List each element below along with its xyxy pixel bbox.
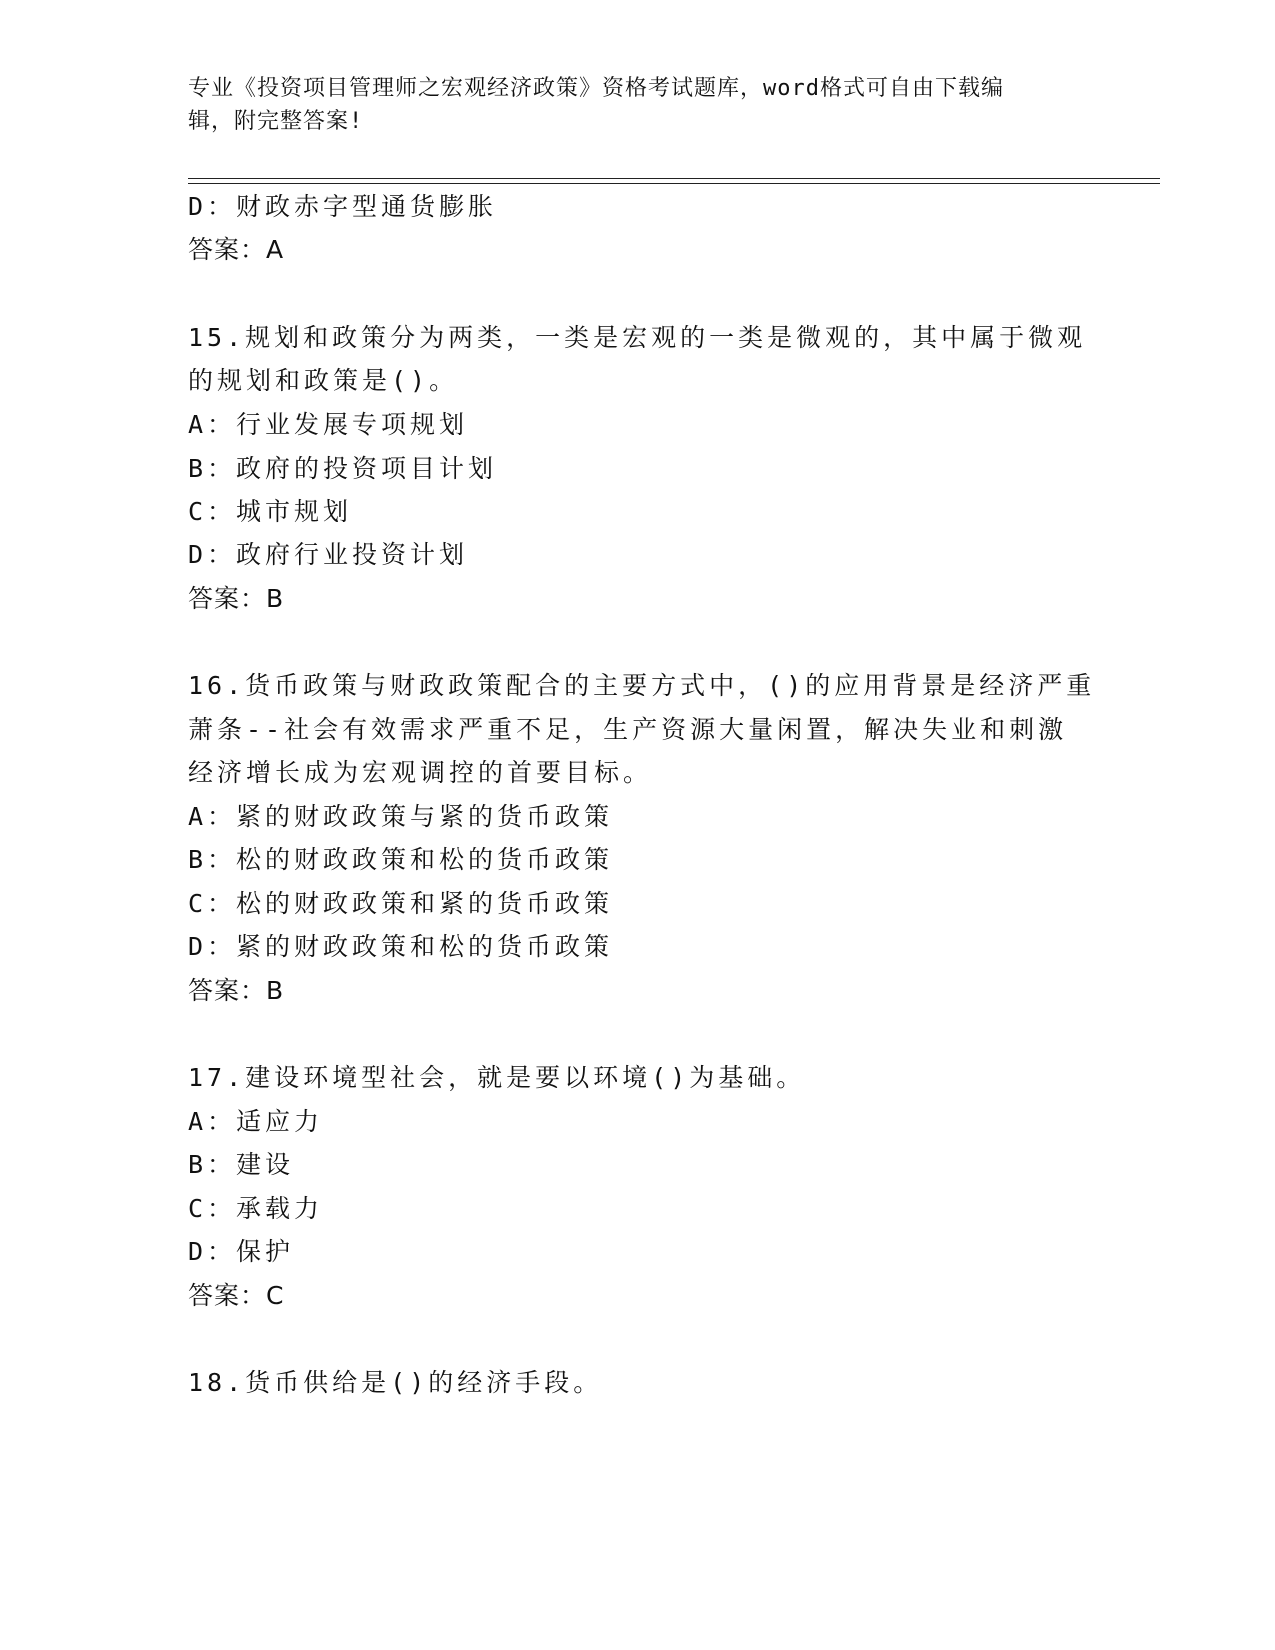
q17-option-c: C：承载力 bbox=[188, 1194, 324, 1223]
q15-text-line-2: 的规划和政策是()。 bbox=[188, 366, 459, 395]
q17-option-a: A：适应力 bbox=[188, 1107, 324, 1136]
q15-option-a: A：行业发展专项规划 bbox=[188, 410, 469, 439]
q16-option-b: B：松的财政政策和松的货币政策 bbox=[188, 845, 614, 874]
header-divider-top bbox=[188, 178, 1160, 179]
q16-option-c: C：松的财政政策和紧的货币政策 bbox=[188, 889, 614, 918]
prev-option-d: D：财政赤字型通货膨胀 bbox=[188, 192, 498, 221]
q17-text-line-1: 17.建设环境型社会，就是要以环境()为基础。 bbox=[188, 1063, 806, 1092]
q18-text-line-1: 18.货币供给是()的经济手段。 bbox=[188, 1368, 603, 1397]
q16-text-line-2: 萧条--社会有效需求严重不足，生产资源大量闲置，解决失业和刺激 bbox=[188, 715, 1068, 744]
header-line-1: 专业《投资项目管理师之宏观经济政策》资格考试题库，word格式可自由下载编 bbox=[188, 76, 1004, 101]
q16-text-line-1: 16.货币政策与财政政策配合的主要方式中，()的应用背景是经济严重 bbox=[188, 671, 1096, 700]
q16-text-line-3: 经济增长成为宏观调控的首要目标。 bbox=[188, 758, 653, 787]
q17-option-b: B：建设 bbox=[188, 1150, 295, 1179]
q16-option-a: A：紧的财政政策与紧的货币政策 bbox=[188, 802, 614, 831]
prev-answer: 答案：A bbox=[188, 235, 285, 264]
q15-option-d: D：政府行业投资计划 bbox=[188, 540, 469, 569]
header-line-2: 辑，附完整答案! bbox=[188, 109, 364, 134]
document-header bbox=[188, 72, 1068, 138]
q15-option-b: B：政府的投资项目计划 bbox=[188, 454, 498, 483]
header-divider-bottom bbox=[188, 183, 1160, 184]
q17-option-d: D：保护 bbox=[188, 1237, 295, 1266]
q16-answer: 答案：B bbox=[188, 976, 285, 1005]
q15-text-line-1: 15.规划和政策分为两类，一类是宏观的一类是微观的，其中属于微观 bbox=[188, 323, 1087, 352]
q17-answer: 答案：C bbox=[188, 1281, 285, 1310]
q15-option-c: C：城市规划 bbox=[188, 497, 353, 526]
q15-answer: 答案：B bbox=[188, 584, 285, 613]
q16-option-d: D：紧的财政政策和松的货币政策 bbox=[188, 932, 614, 961]
